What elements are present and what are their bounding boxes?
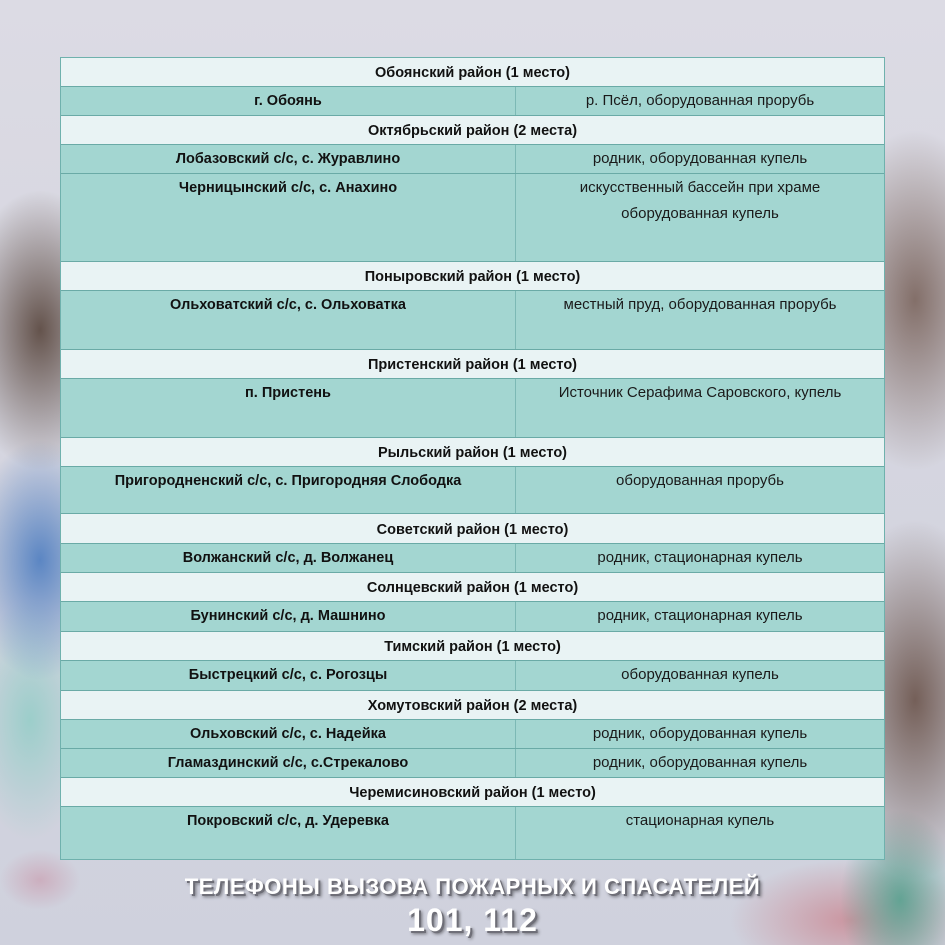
district-header-row — [61, 691, 884, 720]
district-name: Обоянский район (1 место) — [375, 65, 570, 81]
district-header-row — [61, 438, 884, 467]
location-row — [61, 602, 884, 632]
bathing-site-cell: стационарная купель — [625, 812, 775, 829]
location-row — [61, 544, 884, 573]
location-row — [61, 291, 884, 350]
locality-cell: г. Обоянь — [61, 87, 516, 115]
location-row — [61, 720, 884, 749]
district-name: Поныровский район (1 место) — [364, 269, 581, 285]
district-name: Пристенский район (1 место) — [367, 357, 578, 373]
locality-cell: Ольховатский с/с, с. Ольховатка — [61, 291, 516, 349]
district-header-row — [61, 262, 884, 291]
bathing-site-cell: оборудованная прорубь — [616, 472, 784, 489]
location-row — [61, 174, 884, 262]
location-row — [61, 661, 884, 691]
bathing-site-cell: родник, оборудованная купель — [592, 150, 808, 167]
emergency-phones-title: ТЕЛЕФОНЫ ВЫЗОВА ПОЖАРНЫХ И СПАСАТЕЛЕЙ — [184, 874, 761, 899]
bathing-site-cell: родник, оборудованная купель — [592, 754, 808, 771]
district-name: Черемисиновский район (1 место) — [349, 785, 596, 801]
location-row — [61, 749, 884, 778]
district-name: Тимский район (1 место) — [384, 639, 561, 655]
emergency-phone-numbers: 101, 112 — [407, 902, 538, 938]
district-name: Хомутовский район (2 места) — [367, 698, 578, 714]
bathing-site-cell: родник, стационарная купель — [597, 549, 803, 566]
locality-cell: Покровский с/с, д. Удеревка — [61, 807, 516, 859]
district-header-row — [61, 116, 884, 145]
locality-cell: Пригородненский с/с, с. Пригородняя Слободка — [61, 467, 516, 513]
bathing-site-cell: местный пруд, оборудованная прорубь — [563, 296, 837, 313]
location-row — [61, 379, 884, 438]
locality-cell: Ольховский с/с, с. Надейка — [61, 720, 516, 748]
bathing-site-cell: родник, стационарная купель — [597, 607, 803, 624]
location-row — [61, 87, 884, 116]
locality-cell: п. Пристень — [61, 379, 516, 437]
district-header-row — [61, 573, 884, 602]
locations-table — [60, 57, 885, 860]
district-header-row — [61, 778, 884, 807]
bathing-site-cell: искусственный бассейн при храме оборудованная купель — [579, 179, 821, 222]
district-header-row — [61, 350, 884, 379]
bathing-site-cell: р. Псёл, оборудованная прорубь — [585, 92, 815, 109]
bathing-site-cell: оборудованная купель — [621, 666, 779, 683]
district-header-row — [61, 632, 884, 661]
district-header-row — [61, 58, 884, 87]
locality-cell: Бунинский с/с, д. Машнино — [61, 602, 516, 631]
district-name: Солнцевский район (1 место) — [366, 580, 579, 596]
locality-cell: Волжанский с/с, д. Волжанец — [61, 544, 516, 572]
district-name: Советский район (1 место) — [376, 521, 569, 538]
locality-cell: Гламаздинский с/с, с.Стрекалово — [61, 749, 516, 777]
location-row — [61, 145, 884, 174]
district-name: Октябрьский район (2 места) — [367, 123, 578, 139]
district-name: Рыльский район (1 место) — [377, 445, 568, 461]
bathing-site-cell: родник, оборудованная купель — [592, 725, 808, 742]
district-header-row — [61, 514, 884, 544]
location-row — [61, 807, 884, 859]
locality-cell: Быстрецкий с/с, с. Рогозцы — [61, 661, 516, 690]
bathing-site-cell: Источник Серафима Саровского, купель — [558, 384, 842, 401]
locality-cell: Лобазовский с/с, с. Журавлино — [61, 145, 516, 173]
location-row — [61, 467, 884, 514]
locality-cell: Черницынский с/с, с. Анахино — [61, 174, 516, 261]
